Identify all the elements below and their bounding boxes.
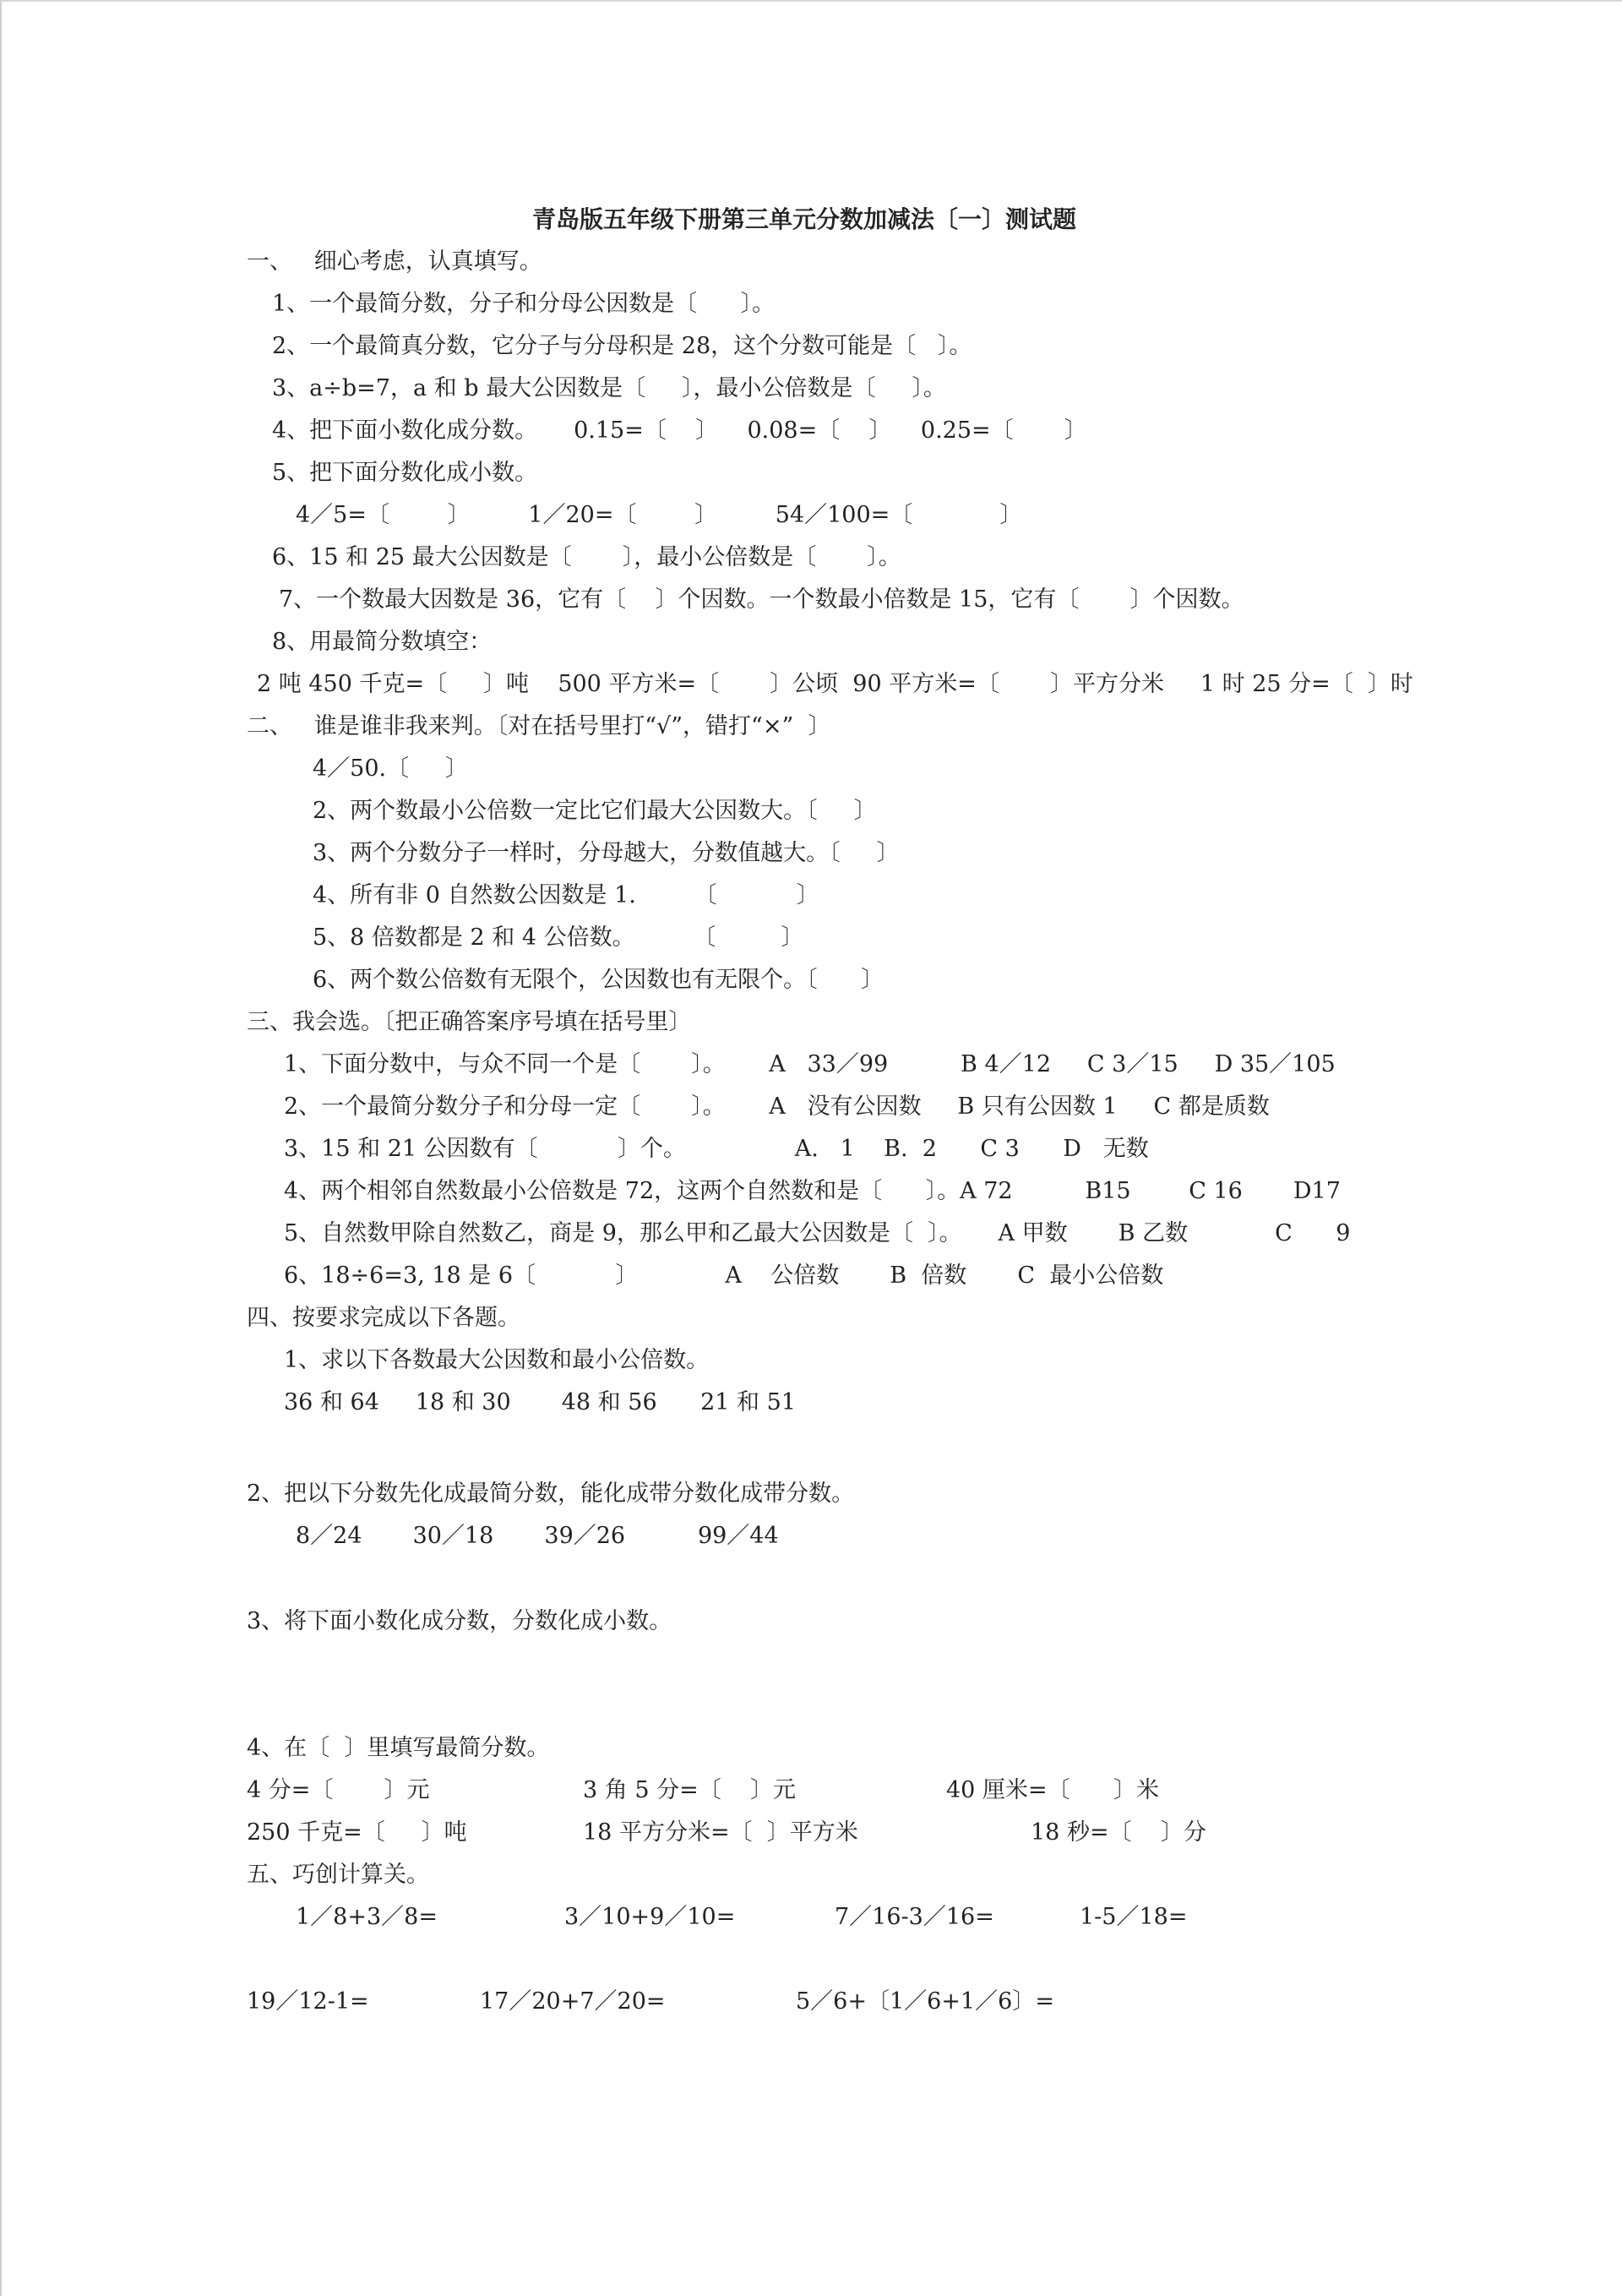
s1-question-2: 2、一个最简真分数，它分子与分母积是 28，这个分数可能是〔 〕。 xyxy=(272,333,972,359)
section-5-heading: 五、巧创计算关。 xyxy=(247,1862,429,1888)
s2-question-5: 5、8 倍数都是 2 和 4 公倍数。 〔 〕 xyxy=(313,924,804,951)
s4-q4-row1-col2: 3 角 5 分=〔 〕元 xyxy=(583,1777,797,1803)
s5-row1-expr1: 1／8+3／8= xyxy=(296,1904,438,1930)
section-1-heading: 一、 细心考虑，认真填写。 xyxy=(247,248,542,275)
s4-q4-row2-col2: 18 平方分米=〔 〕平方米 xyxy=(583,1819,858,1846)
s1-question-4: 4、把下面小数化成分数。 0.15=〔 〕 0.08=〔 〕 0.25=〔 〕 xyxy=(272,417,1087,444)
s4-question-4: 4、在〔 〕里填写最简分数。 xyxy=(247,1735,550,1761)
s5-row2-expr2: 17／20+7／20= xyxy=(480,1988,666,2015)
s3-question-5: 5、自然数甲除自然数乙，商是 9，那么甲和乙最大公因数是〔 〕。 A 甲数 B 乙数 C 9 xyxy=(284,1220,1351,1246)
s3-question-1: 1、下面分数中，与众不同一个是〔 〕。 A 33／99 B 4／12 C 3／15 D 35／105 xyxy=(284,1051,1336,1077)
s3-question-3: 3、15 和 21 公因数有〔 〕个。 A. 1 B. 2 C 3 D 无数 xyxy=(284,1136,1149,1162)
s5-row1-expr2: 3／10+9／10= xyxy=(564,1904,736,1930)
s2-question-1: 4／50.〔 〕 xyxy=(313,755,469,782)
s1-question-3: 3、a÷b=7，a 和 b 最大公因数是〔 〕，最小公倍数是〔 〕。 xyxy=(272,375,946,401)
section-2-heading: 二、 谁是谁非我来判。〔对在括号里打“√”，错打“×” 〕 xyxy=(247,713,831,739)
s1-question-6: 6、15 和 25 最大公因数是〔 〕，最小公倍数是〔 〕。 xyxy=(272,544,901,570)
s4-question-1: 1、求以下各数最大公因数和最小公倍数。 xyxy=(284,1347,710,1373)
s3-question-4: 4、两个相邻自然数最小公倍数是 72，这两个自然数和是〔 〕。A 72 B15 C 16 D17 xyxy=(284,1178,1341,1204)
s2-question-2: 2、两个数最小公倍数一定比它们最大公因数大。〔 〕 xyxy=(313,798,877,824)
s4-q4-row2-col3: 18 秒=〔 〕分 xyxy=(1031,1819,1206,1846)
s1-question-1: 1、一个最简分数，分子和分母公因数是〔 〕。 xyxy=(272,291,776,317)
s2-question-3: 3、两个分数分子一样时，分母越大，分数值越大。〔 〕 xyxy=(313,840,900,866)
section-3-heading: 三、我会选。〔把正确答案序号填在括号里〕 xyxy=(247,1009,692,1035)
s4-q4-row1-col1: 4 分=〔 〕元 xyxy=(247,1777,430,1803)
s4-question-1-items: 36 和 64 18 和 30 48 和 56 21 和 51 xyxy=(284,1389,796,1415)
s1-question-7: 7、一个数最大因数是 36，它有〔 〕个因数。一个数最小倍数是 15，它有〔 〕个因数。 xyxy=(279,586,1244,613)
s4-q4-row2-col1: 250 千克=〔 〕吨 xyxy=(247,1819,467,1846)
s1-question-8-items: 2 吨 450 千克=〔 〕吨 500 平方米=〔 〕公顷 90 平方米=〔 〕平方分米 1 时 25 分=〔 〕时 xyxy=(257,671,1413,697)
section-4-heading: 四、按要求完成以下各题。 xyxy=(247,1305,520,1331)
s5-row1-expr4: 1-5／18= xyxy=(1080,1904,1188,1930)
s4-question-3: 3、将下面小数化成分数，分数化成小数。 xyxy=(247,1608,672,1634)
s3-question-6: 6、18÷6=3, 18 是 6〔 〕 A 公倍数 B 倍数 C 最小公倍数 xyxy=(284,1263,1164,1289)
s3-question-2: 2、一个最简分数分子和分母一定〔 〕。 A 没有公因数 B 只有公因数 1 C 都是质数 xyxy=(284,1093,1270,1120)
s5-row2-expr1: 19／12-1= xyxy=(247,1988,369,2015)
s5-row2-expr3: 5／6+〔1／6+1／6〕= xyxy=(796,1988,1054,2015)
s4-question-2: 2、把以下分数先化成最简分数，能化成带分数化成带分数。 xyxy=(247,1481,855,1507)
s4-question-2-items: 8／24 30／18 39／26 99／44 xyxy=(296,1523,779,1549)
s1-question-5: 5、把下面分数化成小数。 xyxy=(272,460,538,486)
s1-question-8: 8、用最简分数填空： xyxy=(272,629,493,655)
s2-question-4: 4、所有非 0 自然数公因数是 1. 〔 〕 xyxy=(313,882,819,908)
page-title: 青岛版五年级下册第三单元分数加减法〔一〕测试题 xyxy=(532,205,1077,233)
s1-question-5-items: 4／5=〔 〕 1／20=〔 〕 54／100=〔 〕 xyxy=(296,502,1023,528)
s4-q4-row1-col3: 40 厘米=〔 〕米 xyxy=(946,1777,1160,1803)
s5-row1-expr3: 7／16-3／16= xyxy=(835,1904,994,1930)
s2-question-6: 6、两个数公倍数有无限个，公因数也有无限个。〔 〕 xyxy=(313,967,884,993)
